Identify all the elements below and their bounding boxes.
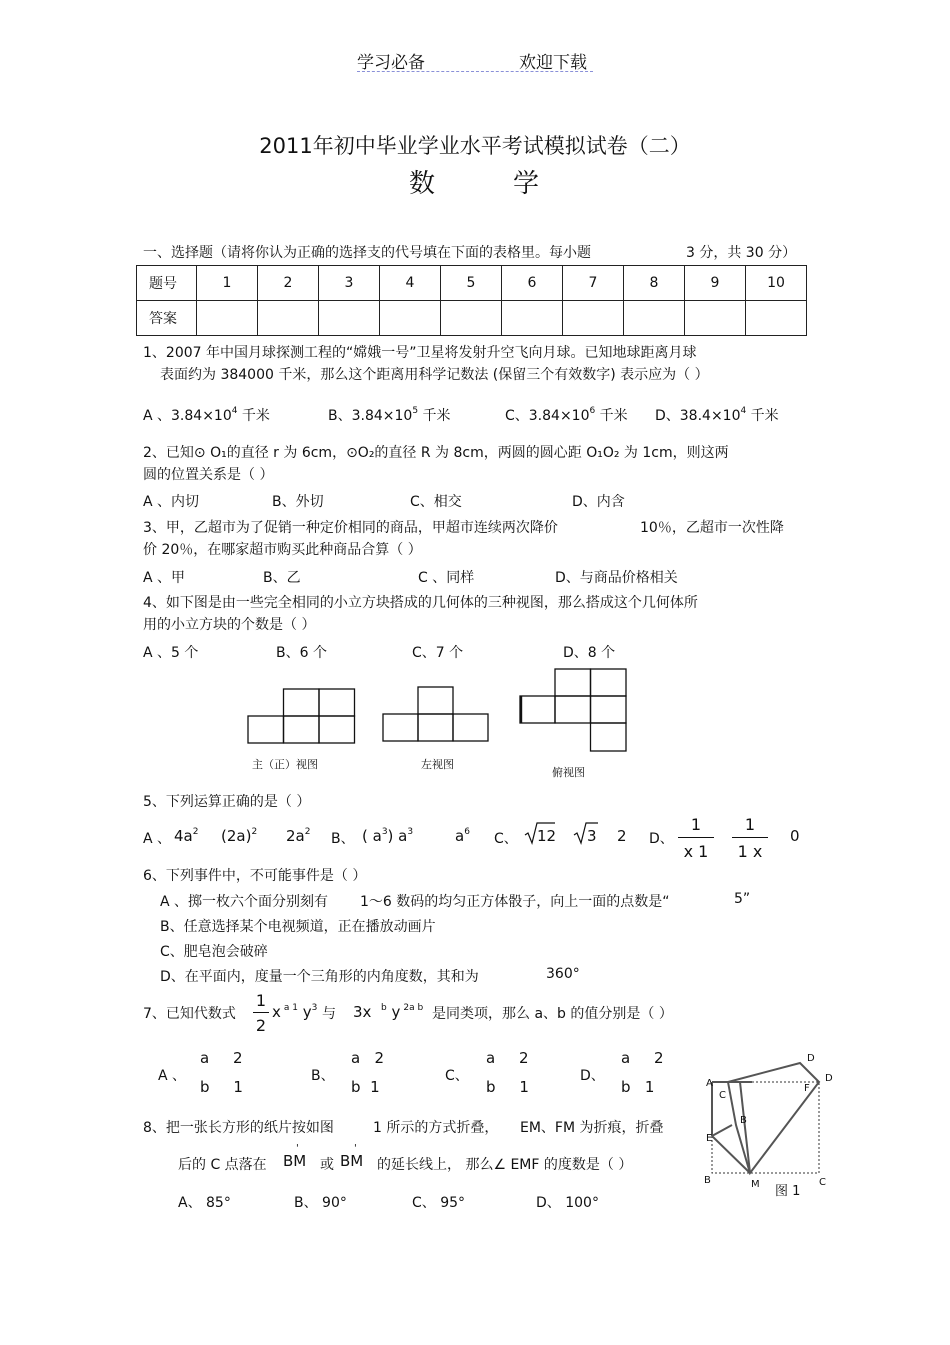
q1-option-c: C、$3.84\times 10^6$ 千米	[505, 406, 628, 424]
q-number-cell: 6	[502, 266, 563, 301]
q2-option-b: B、外切	[272, 494, 324, 510]
q6-option-d-2: 360°	[546, 966, 580, 982]
q5-a-term2: $(2a)^2$	[221, 827, 258, 845]
figure-caption: 图 1	[775, 1184, 801, 1199]
q7-term2: 3x $^b$ y $^{2a b}$	[353, 1003, 424, 1021]
q6-option-c: C、肥皂泡会破碎	[160, 944, 268, 960]
q1-line2: 表面约为 384000 千米，那么这个距离用科学记数法 (保留三个有效数字) 表示应为（ ）	[160, 367, 709, 383]
header-left: 学习必备	[357, 53, 425, 73]
subject-char-1: 数	[409, 169, 436, 199]
q5-b-term1: ( $a^3$) $a^3$	[362, 827, 414, 845]
q4-line1: 4、如下图是由一些完全相同的小立方块搭成的几何体的三种视图，那么搭成这个几何体所	[143, 595, 698, 611]
q-number-cell: 1	[197, 266, 258, 301]
q2-line2: 圆的位置关系是（ ）	[143, 467, 274, 483]
q3-line2: 价 20％，在哪家超市购买此种商品合算（ ）	[143, 542, 422, 558]
q8-line1-b: 1 所示的方式折叠，	[373, 1120, 499, 1136]
q3-option-c: C 、同样	[418, 570, 475, 586]
q3-option-d: D、与商品价格相关	[555, 570, 678, 586]
q7-a-bottom: b 1	[200, 1078, 243, 1096]
q7-d-bottom: b 1	[621, 1078, 655, 1096]
q1-option-d: D、$38.4\times 10^4$ 千米	[655, 406, 779, 424]
q5-c-radicand2: 3	[587, 827, 597, 845]
q8-option-c: C、 95°	[412, 1195, 466, 1211]
row-label-number: 题号	[137, 266, 197, 301]
q4-option-a: A 、5 个	[143, 645, 199, 661]
q7-c-bottom: b 1	[486, 1078, 529, 1096]
fig-label-F: F	[804, 1083, 810, 1094]
q6-option-a-1: A 、掷一枚六个面分别刻有	[160, 894, 329, 910]
q5-option-c-label: C、	[494, 831, 518, 847]
q8-bm-1: BM	[283, 1152, 307, 1170]
q5-d-denominator1: x 1	[683, 842, 709, 861]
q5-b-term2: $a^6$	[455, 827, 470, 845]
q5-c-radicand1: 12	[537, 827, 557, 845]
q1-option-b: B、$3.84\times 10^5$ 千米	[328, 406, 451, 424]
q4-option-d: D、8 个	[563, 645, 616, 661]
q7-option-b-label: B、	[311, 1068, 335, 1084]
q7-frac-num: 1	[255, 991, 267, 1010]
q7-c-top: a 2	[486, 1049, 529, 1067]
q8-bm-2: BM	[340, 1152, 364, 1170]
q5-c-result: 2	[617, 827, 627, 845]
q5-d-numerator1: 1	[690, 815, 702, 834]
row-label-answer: 答案	[137, 301, 197, 336]
q1-line1: 1、2007 年中国月球探测工程的“嫦娥一号”卫星将发射升空飞向月球。已知地球距离月球	[143, 345, 697, 361]
q2-option-c: C、相交	[410, 494, 462, 510]
fig-label-D2: D	[825, 1073, 833, 1084]
prime-mark-2: '	[354, 1143, 357, 1154]
fig-label-M: M	[751, 1179, 760, 1190]
q8-option-a: A、 85°	[178, 1195, 231, 1211]
fig-label-E: E	[706, 1133, 713, 1144]
q8-line1-c: EM、FM 为折痕，折叠	[520, 1120, 664, 1136]
q8-line1-a: 8、把一张长方形的纸片按如图	[143, 1120, 334, 1136]
top-view-caption: 俯视图	[552, 766, 585, 779]
q-number-cell: 8	[624, 266, 685, 301]
q6-option-a-3: 5”	[734, 891, 751, 907]
q2-option-a: A 、内切	[143, 494, 200, 510]
q7-stem-2: 是同类项，那么 a、b 的值分别是（ ）	[432, 1006, 673, 1022]
q-number-cell: 9	[685, 266, 746, 301]
q5-d-rhs: 0	[790, 827, 800, 845]
q-number-cell: 10	[746, 266, 807, 301]
q4-line2: 用的小立方块的个数是（ ）	[143, 617, 316, 633]
prime-mark-1: '	[296, 1143, 299, 1154]
q3-line1-b: 10％，乙超市一次性降	[640, 520, 784, 536]
q4-option-b: B、6 个	[276, 645, 327, 661]
q-number-cell: 7	[563, 266, 624, 301]
q3-line1-a: 3、甲，乙超市为了促销一种定价相同的商品，甲超市连续两次降价	[143, 520, 558, 536]
q5-d-denominator2: 1 x	[737, 842, 763, 861]
q3-option-b: B、乙	[263, 570, 301, 586]
q5-option-b-label: B、	[331, 831, 355, 847]
q7-frac-den: 2	[255, 1016, 267, 1035]
q5-a-term3: $2a^2$	[286, 827, 311, 845]
q5-option-a-label: A 、	[143, 831, 172, 847]
q1-option-a: A 、$3.84\times 10^4$ 千米	[143, 406, 270, 424]
q-number-cell: 4	[380, 266, 441, 301]
q8-option-b: B、 90°	[294, 1195, 347, 1211]
q5-option-d-label: D、	[649, 831, 674, 847]
q8-line2-b: 的延长线上， 那么∠ EMF 的度数是（ ）	[377, 1157, 633, 1173]
q7-term1: x $^{a 1}$ $y^3$	[272, 1003, 318, 1021]
section1-points: 3 分，共 30 分）	[686, 245, 797, 261]
q2-option-d: D、内含	[572, 494, 625, 510]
q8-or: 或	[320, 1157, 334, 1173]
fig-label-C1: C	[719, 1090, 726, 1101]
q8-option-d: D、 100°	[536, 1195, 599, 1211]
q7-stem-1: 7、已知代数式	[143, 1006, 236, 1022]
header-right: 欢迎下载	[519, 53, 587, 73]
q6-option-a-2: 1～6 数码的均匀正方体骰子，向上一面的点数是“	[360, 894, 670, 910]
q7-option-c-label: C、	[445, 1068, 469, 1084]
fig-label-D1: D	[807, 1053, 815, 1064]
q7-b-bottom: b 1	[351, 1078, 380, 1096]
fig-label-B1: B	[740, 1115, 747, 1126]
q8-line2-a: 后的 C 点落在	[178, 1157, 267, 1173]
q7-option-d-label: D、	[580, 1068, 605, 1084]
fig-label-B2: B	[704, 1175, 711, 1186]
q5-a-term1: $4a^2$	[174, 827, 199, 845]
fig-label-A: A	[706, 1078, 713, 1089]
q2-line1: 2、已知⊙ O₁的直径 r 为 6cm，⊙O₂的直径 R 为 8cm，两圆的圆心距 O₁O₂ 为 1cm，则这两	[143, 445, 729, 461]
q7-d-top: a 2	[621, 1049, 664, 1067]
q7-b-top: a 2	[351, 1049, 385, 1067]
fig-label-C2: C	[819, 1177, 826, 1188]
exam-title: 2011年初中毕业学业水平考试模拟试卷（二）	[259, 134, 691, 158]
q5-stem: 5、下列运算正确的是（ ）	[143, 794, 311, 810]
subject-char-2: 学	[513, 169, 540, 199]
section1-heading: 一、选择题（请将你认为正确的选择支的代号填在下面的表格里。每小题	[143, 245, 591, 261]
q3-option-a: A 、甲	[143, 570, 186, 586]
q6-option-d-1: D、在平面内，度量一个三角形的内角度数，其和为	[160, 969, 479, 985]
q6-option-b: B、任意选择某个电视频道，正在播放动画片	[160, 919, 436, 935]
q7-a-top: a 2	[200, 1049, 243, 1067]
q-number-cell: 5	[441, 266, 502, 301]
left-view-caption: 左视图	[421, 758, 454, 771]
q7-option-a-label: A 、	[158, 1068, 187, 1084]
q-number-cell: 3	[319, 266, 380, 301]
q-number-cell: 2	[258, 266, 319, 301]
front-view-caption: 主（正）视图	[252, 758, 318, 771]
q7-and: 与	[322, 1006, 336, 1022]
q4-option-c: C、7 个	[412, 645, 464, 661]
q5-d-numerator2: 1	[744, 815, 756, 834]
q6-stem: 6、下列事件中，不可能事件是（ ）	[143, 868, 367, 884]
